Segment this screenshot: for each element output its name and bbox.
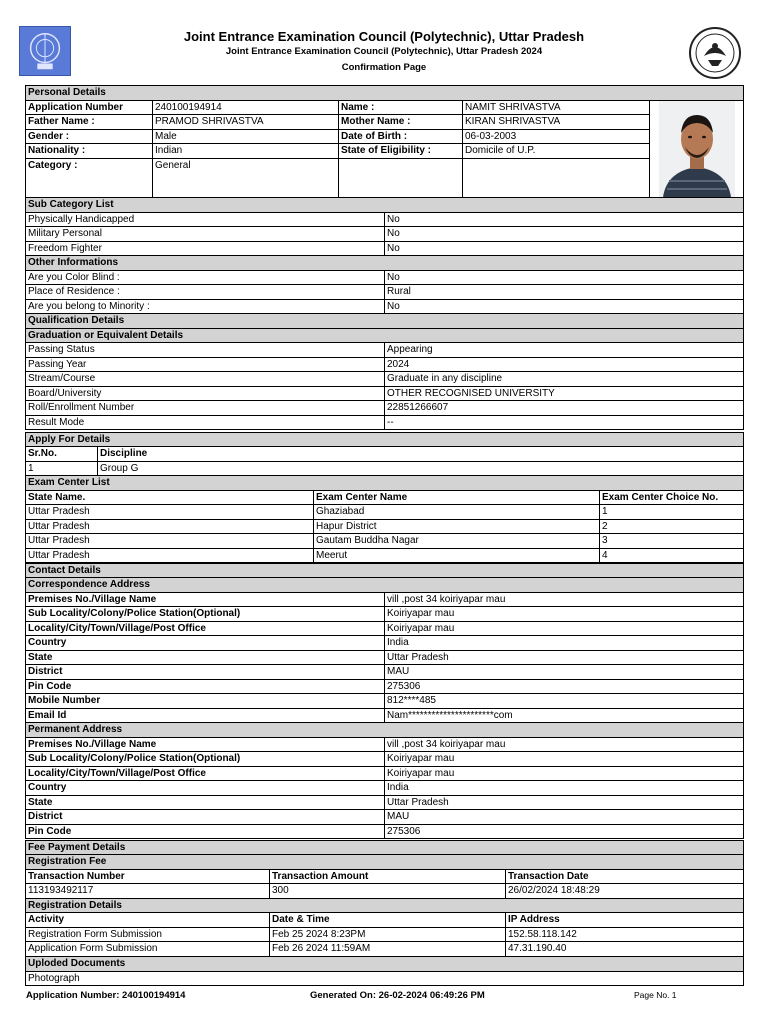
uploaded-documents-table [25, 956, 744, 986]
table-row [26, 505, 744, 520]
field-value: India [385, 781, 744, 796]
field-label: Mother Name : [339, 115, 463, 130]
field-value: vill ,post 34 koiriyapar mau [385, 737, 744, 752]
column-header: Sr.No. [26, 447, 98, 462]
field-label: Passing Year [26, 357, 385, 372]
field-label: Physically Handicapped [26, 212, 385, 227]
field-label: State [26, 795, 385, 810]
column-header: Transaction Date [506, 869, 744, 884]
table-row [26, 942, 744, 957]
column-header: Transaction Amount [270, 869, 506, 884]
field-label: Locality/City/Town/Village/Post Office [26, 766, 385, 781]
field-label: Locality/City/Town/Village/Post Office [26, 621, 385, 636]
photo-cell [650, 100, 744, 197]
council-subtitle: Joint Entrance Examination Council (Polytechnic), Uttar Pradesh 2024 [225, 46, 543, 57]
table-row [26, 708, 744, 723]
fee-payment-table [25, 840, 744, 899]
table-row [26, 241, 744, 256]
field-value: vill ,post 34 koiriyapar mau [385, 592, 744, 607]
details-table [25, 197, 744, 430]
state-value: Uttar Pradesh [26, 519, 314, 534]
field-label: Email Id [26, 708, 385, 723]
activity-value: Registration Form Submission [26, 927, 270, 942]
table-row [26, 884, 744, 899]
column-header: Exam Center Name [314, 490, 600, 505]
field-label: Passing Status [26, 343, 385, 358]
field-value: Rural [385, 285, 744, 300]
field-value: Nam**********************com [385, 708, 744, 723]
field-value: No [385, 299, 744, 314]
field-label: Name : [339, 100, 463, 115]
datetime-value: Feb 26 2024 11:59AM [270, 942, 506, 957]
field-label: Country [26, 781, 385, 796]
field-label: Gender : [26, 129, 153, 144]
table-row [26, 357, 744, 372]
state-value: Uttar Pradesh [26, 534, 314, 549]
empty-cell [339, 158, 463, 197]
center-value: Gautam Buddha Nagar [314, 534, 600, 549]
council-title: Joint Entrance Examination Council (Polytechnic), Uttar Pradesh [183, 29, 585, 44]
transaction-amount: 300 [270, 884, 506, 899]
document-name: Photograph [26, 971, 744, 986]
column-header: IP Address [506, 913, 744, 928]
section-header: Apply For Details [26, 432, 744, 447]
personal-details-table [25, 85, 744, 198]
field-label: Mobile Number [26, 694, 385, 709]
column-header: State Name. [26, 490, 314, 505]
table-row [26, 781, 744, 796]
field-value: 275306 [385, 824, 744, 839]
field-label: Premises No./Village Name [26, 592, 385, 607]
table-row [26, 372, 744, 387]
field-value: 22851266607 [385, 401, 744, 416]
section-header: Registration Fee [26, 855, 744, 870]
table-row [26, 534, 744, 549]
field-label: Are you belong to Minority : [26, 299, 385, 314]
mother-name-value: KIRAN SHRIVASTVA [463, 115, 650, 130]
field-label: Sub Locality/Colony/Police Station(Optional) [26, 752, 385, 767]
choice-value: 3 [600, 534, 744, 549]
table-row [26, 299, 744, 314]
center-value: Ghaziabad [314, 505, 600, 520]
field-value: Koiriyapar mau [385, 621, 744, 636]
section-header: Personal Details [26, 86, 744, 101]
nationality-value: Indian [153, 144, 339, 159]
footer-generated-on: Generated On: 26-02-2024 06:49:26 PM [310, 990, 485, 1001]
table-row [26, 636, 744, 651]
ip-value: 47.31.190.40 [506, 942, 744, 957]
page-title: Confirmation Page [341, 62, 427, 73]
field-label: Place of Residence : [26, 285, 385, 300]
table-row [26, 415, 744, 430]
registration-details-table [25, 898, 744, 957]
field-label: Category : [26, 158, 153, 197]
transaction-number: 113193492117 [26, 884, 270, 899]
state-eligibility-value: Domicile of U.P. [463, 144, 650, 159]
table-row [26, 621, 744, 636]
field-label: Military Personal [26, 227, 385, 242]
section-header: Uploded Documents [26, 957, 744, 972]
field-value: Koiriyapar mau [385, 607, 744, 622]
field-value: Appearing [385, 343, 744, 358]
state-value: Uttar Pradesh [26, 505, 314, 520]
field-value: No [385, 227, 744, 242]
exam-center-table [25, 475, 744, 563]
table-row [26, 401, 744, 416]
discipline-value: Group G [98, 461, 744, 476]
section-header: Contact Details [26, 563, 744, 578]
table-row [26, 548, 744, 563]
table-row [26, 592, 744, 607]
section-header: Qualification Details [26, 314, 744, 329]
section-header: Permanent Address [26, 723, 744, 738]
choice-value: 1 [600, 505, 744, 520]
table-row [26, 679, 744, 694]
section-header: Sub Category List [26, 198, 744, 213]
table-row [26, 607, 744, 622]
field-value: 812****485 [385, 694, 744, 709]
table-row [26, 810, 744, 825]
field-label: Application Number [26, 100, 153, 115]
field-value: MAU [385, 810, 744, 825]
ip-value: 152.58.118.142 [506, 927, 744, 942]
field-label: Board/University [26, 386, 385, 401]
field-label: Date of Birth : [339, 129, 463, 144]
field-label: State of Eligibility : [339, 144, 463, 159]
field-label: Result Mode [26, 415, 385, 430]
field-value: OTHER RECOGNISED UNIVERSITY [385, 386, 744, 401]
father-name-value: PRAMOD SHRIVASTVA [153, 115, 339, 130]
table-row [26, 386, 744, 401]
field-label: Are you Color Blind : [26, 270, 385, 285]
applicant-photo [659, 101, 735, 197]
table-row [26, 461, 744, 476]
field-label: Pin Code [26, 824, 385, 839]
column-header: Exam Center Choice No. [600, 490, 744, 505]
contact-details-table [25, 563, 744, 840]
serial-number: 1 [26, 461, 98, 476]
table-row [26, 752, 744, 767]
table-row [26, 766, 744, 781]
name-value: NAMIT SHRIVASTVA [463, 100, 650, 115]
field-value: No [385, 212, 744, 227]
table-row [26, 212, 744, 227]
apply-for-table [25, 432, 744, 477]
field-value: Uttar Pradesh [385, 650, 744, 665]
field-value: No [385, 270, 744, 285]
field-value: 275306 [385, 679, 744, 694]
dob-value: 06-03-2003 [463, 129, 650, 144]
choice-value: 4 [600, 548, 744, 563]
table-row [26, 971, 744, 986]
choice-value: 2 [600, 519, 744, 534]
field-label: Sub Locality/Colony/Police Station(Optional) [26, 607, 385, 622]
column-header: Transaction Number [26, 869, 270, 884]
state-value: Uttar Pradesh [26, 548, 314, 563]
application-number-value: 240100194914 [153, 100, 339, 115]
field-value: MAU [385, 665, 744, 680]
field-label: Nationality : [26, 144, 153, 159]
field-label: State [26, 650, 385, 665]
footer-application-number: Application Number: 240100194914 [26, 990, 186, 1001]
field-value: India [385, 636, 744, 651]
field-label: Premises No./Village Name [26, 737, 385, 752]
section-header: Fee Payment Details [26, 840, 744, 855]
field-value: Koiriyapar mau [385, 766, 744, 781]
table-row [26, 227, 744, 242]
field-label: District [26, 665, 385, 680]
table-row [26, 650, 744, 665]
empty-cell [463, 158, 650, 197]
table-row [26, 927, 744, 942]
field-value: Koiriyapar mau [385, 752, 744, 767]
footer-page-number: Page No. 1 [634, 990, 677, 1000]
table-row [26, 343, 744, 358]
table-row [26, 795, 744, 810]
field-label: Country [26, 636, 385, 651]
transaction-date: 26/02/2024 18:48:29 [506, 884, 744, 899]
table-row [26, 737, 744, 752]
field-value: Graduate in any discipline [385, 372, 744, 387]
column-header: Activity [26, 913, 270, 928]
section-header: Correspondence Address [26, 578, 744, 593]
category-value: General [153, 158, 339, 197]
section-header: Other Informations [26, 256, 744, 271]
table-row [26, 694, 744, 709]
field-value: 2024 [385, 357, 744, 372]
column-header: Date & Time [270, 913, 506, 928]
section-header: Registration Details [26, 898, 744, 913]
activity-value: Application Form Submission [26, 942, 270, 957]
field-label: Father Name : [26, 115, 153, 130]
field-label: Roll/Enrollment Number [26, 401, 385, 416]
gender-value: Male [153, 129, 339, 144]
center-value: Meerut [314, 548, 600, 563]
field-value: No [385, 241, 744, 256]
table-row [26, 285, 744, 300]
section-header: Exam Center List [26, 476, 744, 491]
field-value: -- [385, 415, 744, 430]
field-value: Uttar Pradesh [385, 795, 744, 810]
datetime-value: Feb 25 2024 8:23PM [270, 927, 506, 942]
table-row [26, 270, 744, 285]
center-value: Hapur District [314, 519, 600, 534]
section-header: Graduation or Equivalent Details [26, 328, 744, 343]
field-label: District [26, 810, 385, 825]
field-label: Stream/Course [26, 372, 385, 387]
column-header: Discipline [98, 447, 744, 462]
table-row [26, 519, 744, 534]
table-row [26, 665, 744, 680]
field-label: Freedom Fighter [26, 241, 385, 256]
table-row [26, 824, 744, 839]
field-label: Pin Code [26, 679, 385, 694]
